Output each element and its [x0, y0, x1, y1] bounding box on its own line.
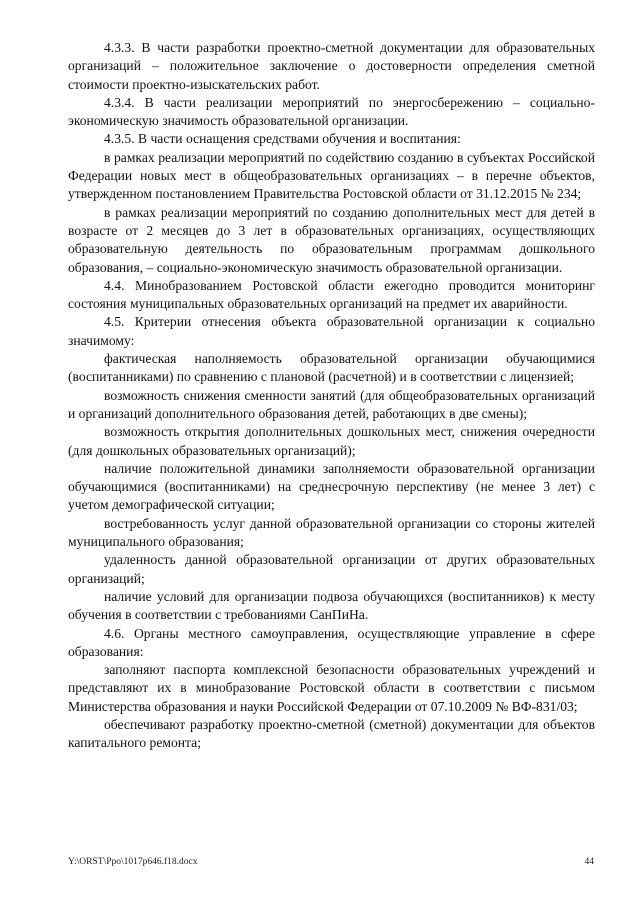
list-item: возможность снижения сменности занятий (для общеобразовательных организаций и организаций дополнительного образования детей, работающих в две смены); [68, 387, 595, 421]
list-item: в рамках реализации мероприятий по содействию созданию в субъектах Российской Федерации новых мест в общеобразовательных организациях – в перечне объектов, утвержденном постановлением Правительства Ростовской области от 31.12.2015 № 234; [68, 149, 595, 202]
paragraph-4-3-4: 4.3.4. В части реализации мероприятий по энергосбережению – социально-экономическую значимость образовательной организации. [68, 94, 595, 129]
list-item: фактическая наполняемость образовательной организации обучающимися (воспитанниками) по сравнению с плановой (расчетной) и в соответствии с лицензией; [68, 351, 595, 385]
paragraph-4-6: 4.6. Органы местного самоуправления, осуществляющие управление в сфере образования: [68, 625, 595, 659]
footer-file-path: Y:\ORST\Ppo\1017p646.f18.docx [68, 857, 198, 867]
paragraph-4-5: 4.5. Критерии отнесения объекта образовательной организации к социально значимому: [68, 314, 595, 348]
paragraph-4-4: 4.4. Минобразованием Ростовской области ежегодно проводится мониторинг состояния муниципальных образовательных организаций на предмет их аварийности. [68, 277, 595, 312]
list-item: обеспечивают разработку проектно-сметной (сметной) документации для объектов капитального ремонта; [68, 716, 595, 751]
list-item: наличие положительной динамики заполняемости образовательной организации обучающимися (воспитанниками) на среднесрочную перспективу (не менее 3 лет) с учетом демографической ситуации; [68, 460, 595, 513]
page-number: 44 [584, 857, 594, 867]
document-body [68, 39, 595, 753]
paragraph-4-3-5: 4.3.5. В части оснащения средствами обучения и воспитания: [104, 131, 461, 147]
list-item: востребованность услуг данной образовательной организации со стороны жителей муниципального образования; [68, 515, 595, 550]
list-item: в рамках реализации мероприятий по созданию дополнительных мест для детей в возрасте от 2 месяцев до 3 лет в образовательных организациях, осуществляющих образовательную деятельность по образовательным программам дошкольного образования, – социально-экономическую значимость образовательной организации. [68, 204, 595, 275]
paragraph-4-3-3: 4.3.3. В части разработки проектно-сметной документации для образовательных организаций – положительное заключение о достоверности определения сметной стоимости проектно-изыскательских работ. [68, 40, 595, 92]
list-item: возможность открытия дополнительных дошкольных мест, снижения очередности (для дошкольных образовательных организаций); [68, 424, 595, 458]
list-item: заполняют паспорта комплексной безопасности образовательных учреждений и представляют их в минобразование Ростовской области в соответствии с письмом Министерства образования и науки Российской Федерации от 07.10.2009 № ВФ-831/03; [68, 662, 595, 714]
list-item: удаленность данной образовательной организации от других образовательных организаций; [68, 552, 595, 586]
list-item: наличие условий для организации подвоза обучающихся (воспитанников) к месту обучения в соответствии с требованиями СанПиНа. [68, 588, 595, 623]
